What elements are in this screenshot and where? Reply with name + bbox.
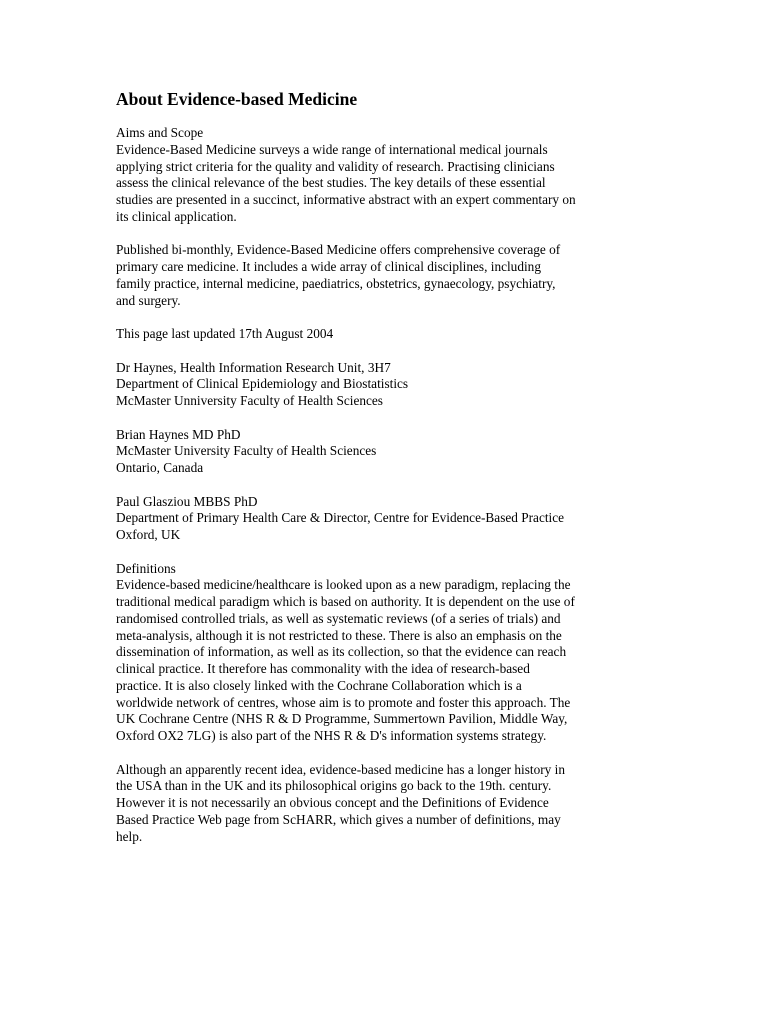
text-line: and surgery. <box>116 292 181 308</box>
text-line: primary care medicine. It includes a wide array of clinical disciplines, including <box>116 259 541 274</box>
text-line: Definitions <box>116 560 176 576</box>
text-line: However it is not necessarily an obvious concept and the Definitions of Evidence <box>116 795 549 810</box>
text-line: its clinical application. <box>116 208 237 224</box>
text-line: applying strict criteria for the quality and validity of research. Practising clinicians <box>116 158 555 174</box>
contact-address-brian-haynes <box>116 427 664 477</box>
text-line: McMaster Unniversity Faculty of Health Sciences <box>116 393 383 408</box>
text-line: assess the clinical relevance of the best studies. The key details of these essential <box>116 175 546 191</box>
last-updated-note <box>116 326 664 343</box>
text-line: practice. It is also closely linked with the Cochrane Collaboration which is a <box>116 677 522 693</box>
text-line: worldwide network of centres, whose aim is to promote and foster this approach. The <box>116 694 571 710</box>
text-line: McMaster University Faculty of Health Sciences <box>116 443 377 459</box>
text-line: studies are presented in a succinct, informative abstract with an expert commentary on <box>116 192 576 207</box>
text-line: clinical practice. It therefore has commonality with the idea of research-based <box>116 661 530 676</box>
text-line: Oxford, UK <box>116 527 181 542</box>
text-line: This page last updated 17th August 2004 <box>116 326 334 341</box>
text-line: Dr Haynes, Health Information Research Unit, 3H7 <box>116 359 391 375</box>
text-line: Brian Haynes MD PhD <box>116 426 241 442</box>
text-line: randomised controlled trials, as well as systematic reviews (of a series of trials) and <box>116 610 561 626</box>
text-line: family practice, internal medicine, paediatrics, obstetrics, gynaecology, psychiatry, <box>116 275 556 291</box>
text-line: Oxford OX2 7LG) is also part of the NHS R & D's information systems strategy. <box>116 728 547 743</box>
publication-paragraph <box>116 242 664 309</box>
document-body <box>116 125 664 845</box>
text-line: Aims and Scope <box>116 125 204 140</box>
page-title: About Evidence-based Medicine <box>116 89 358 109</box>
contact-address-paul-glasziou <box>116 494 664 544</box>
text-line: help. <box>116 828 143 844</box>
text-line: Ontario, Canada <box>116 460 204 475</box>
text-line: the USA than in the UK and its philosophical origins go back to the 19th. century. <box>116 778 552 794</box>
text-line: Department of Primary Health Care & Director, Centre for Evidence-Based Practice <box>116 510 565 526</box>
definitions-paragraph <box>116 561 664 745</box>
text-line: Published bi-monthly, Evidence-Based Medicine offers comprehensive coverage of <box>116 242 561 258</box>
history-paragraph <box>116 762 664 846</box>
text-line: Department of Clinical Epidemiology and Biostatistics <box>116 376 409 392</box>
text-line: Evidence-Based Medicine surveys a wide range of international medical journals <box>116 141 548 157</box>
text-line: Paul Glasziou MBBS PhD <box>116 493 258 509</box>
text-line: traditional medical paradigm which is based on authority. It is dependent on the use of <box>116 594 575 609</box>
text-line: Evidence-based medicine/healthcare is looked upon as a new paradigm, replacing the <box>116 577 571 593</box>
text-line: Although an apparently recent idea, evidence-based medicine has a longer history in <box>116 761 565 777</box>
document-page <box>116 88 664 862</box>
text-line: Based Practice Web page from ScHARR, which gives a number of definitions, may <box>116 811 561 827</box>
text-line: dissemination of information, as well as its collection, so that the evidence can reach <box>116 644 567 660</box>
text-line: UK Cochrane Centre (NHS R & D Programme, Summertown Pavilion, Middle Way, <box>116 711 568 727</box>
aims-and-scope-paragraph <box>116 125 664 226</box>
text-line: meta-analysis, although it is not restricted to these. There is also an emphasis on the <box>116 627 562 643</box>
contact-address-haynes-unit <box>116 360 664 410</box>
